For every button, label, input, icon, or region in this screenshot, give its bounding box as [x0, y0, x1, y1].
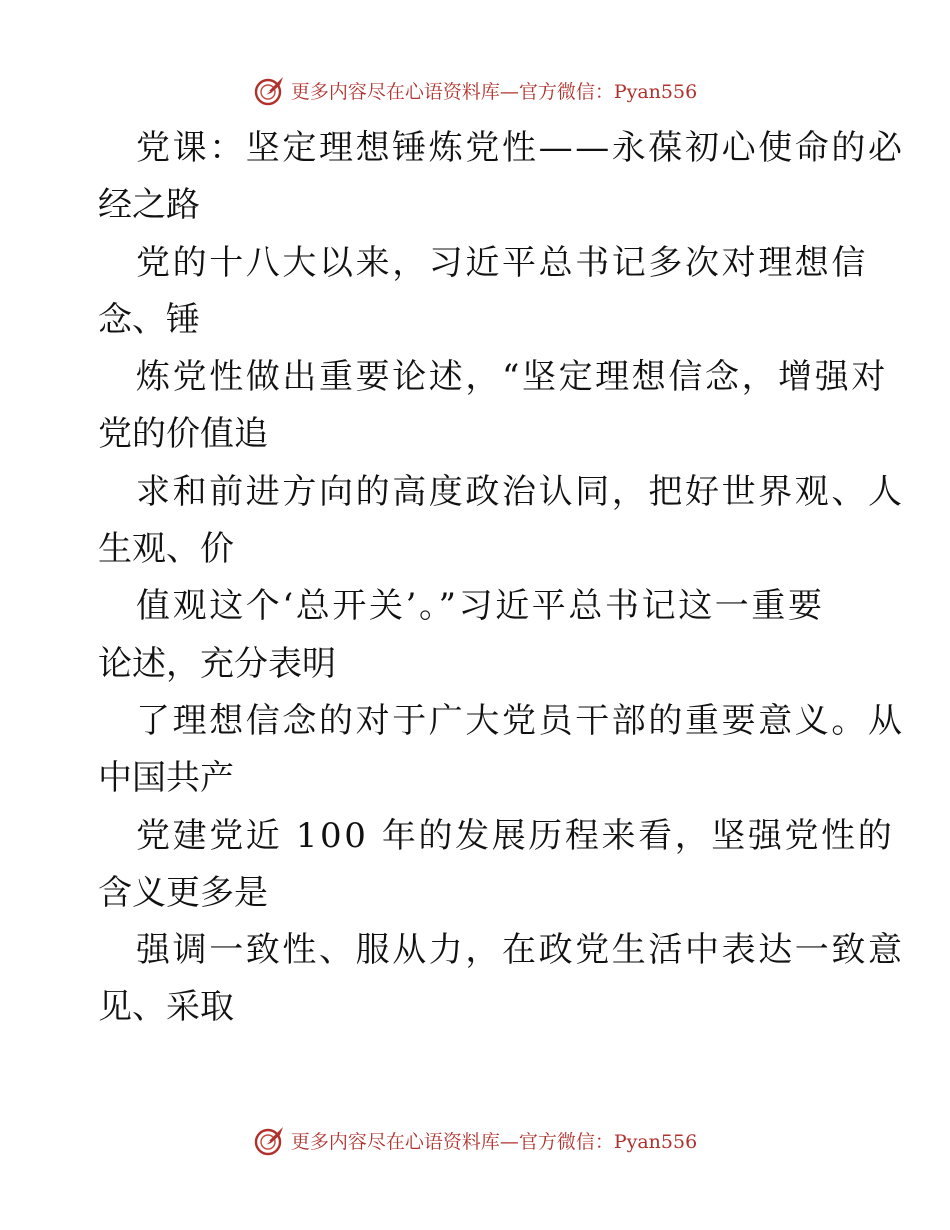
- quill-logo-icon: [253, 73, 287, 107]
- document-body: [98, 120, 905, 1037]
- body-line: 党建党近 100 年的发展历程来看，坚强党性的: [136, 815, 895, 856]
- footer-watermark: [0, 1120, 950, 1160]
- header-watermark-text: 更多内容尽在心语资料库—官方微信：Pyan556: [290, 80, 698, 103]
- body-line: 念、锤: [98, 299, 200, 340]
- body-line: 党的价值追: [98, 414, 268, 455]
- footer-watermark-text: 更多内容尽在心语资料库—官方微信：Pyan556: [290, 1130, 698, 1153]
- quill-logo-icon: [253, 1123, 287, 1157]
- header-watermark: [0, 70, 950, 110]
- body-line: 经之路: [98, 185, 200, 226]
- body-line: 了理想信念的对于广大党员干部的重要意义。从: [136, 700, 905, 741]
- body-line: 含义更多是: [98, 872, 268, 913]
- body-line: 见、采取: [98, 987, 234, 1028]
- body-line: 党的十八大以来，习近平总书记多次对理想信: [136, 242, 868, 283]
- body-line: 炼党性做出重要论述，“坚定理想信念，增强对: [136, 357, 888, 398]
- body-line: 强调一致性、服从力，在政党生活中表达一致意: [136, 930, 905, 971]
- body-line: 值观这个‘总开关’。”习近平总书记这一重要: [136, 586, 825, 627]
- body-line: 求和前进方向的高度政治认同，把好世界观、人: [136, 471, 905, 512]
- body-line: 中国共产: [98, 758, 234, 799]
- body-line: 论述，充分表明: [98, 643, 336, 684]
- body-line: 生观、价: [98, 529, 234, 570]
- body-line: 党课：坚定理想锤炼党性——永葆初心使命的必: [136, 128, 905, 168]
